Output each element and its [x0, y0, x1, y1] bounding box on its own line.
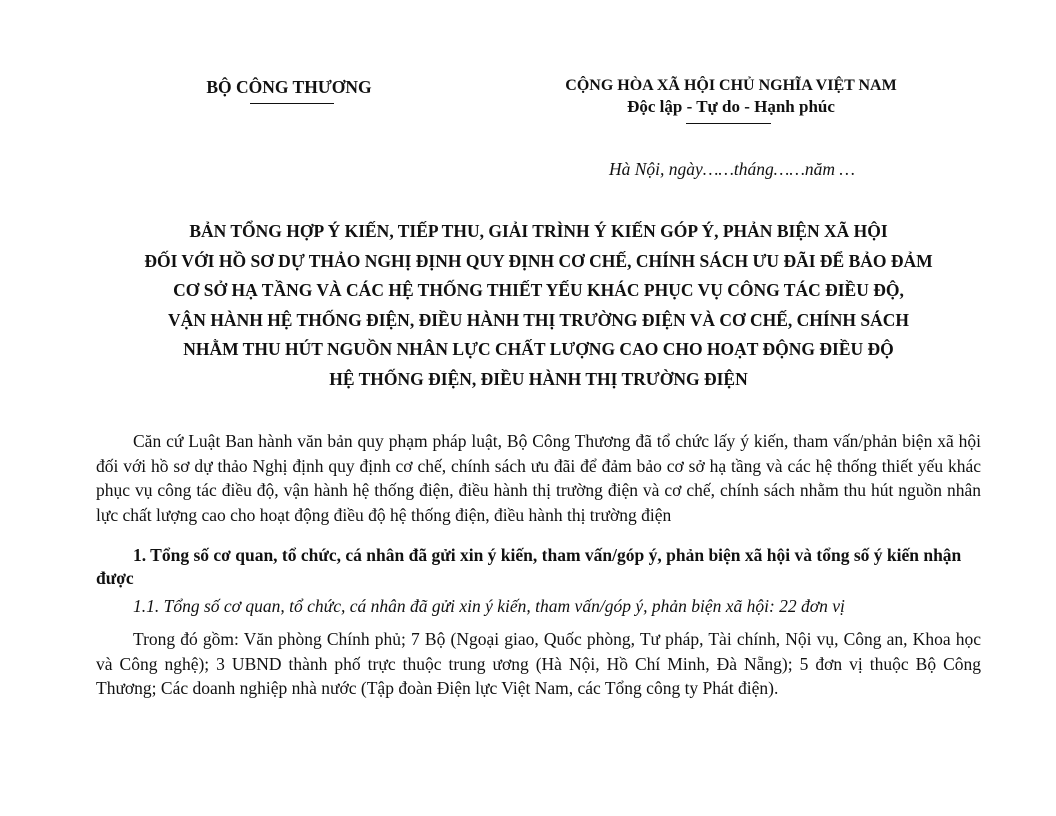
- national-title: CỘNG HÒA XÃ HỘI CHỦ NGHĨA VIỆT NAM: [565, 77, 897, 94]
- national-header: [535, 76, 927, 118]
- ministry-underline: [250, 103, 334, 104]
- title-line: BẢN TỔNG HỢP Ý KIẾN, TIẾP THU, GIẢI TRÌNH Ý KIẾN GÓP Ý, PHẢN BIỆN XÃ HỘI: [189, 221, 888, 241]
- motto-underline: [686, 123, 771, 124]
- intro-paragraph: Căn cứ Luật Ban hành văn bản quy phạm pháp luật, Bộ Công Thương đã tổ chức lấy ý kiến, tham vấn/phản biện xã hội đối với hồ sơ dự thảo Nghị định quy định cơ chế, chính sách ưu đãi để đảm bảo cơ sở hạ tầng và các hệ thống thiết yếu khác phục vụ công tác điều độ, vận hành hệ thống điện, điều hành thị trường điện và cơ chế, chính sách nhằm thu hút nguồn nhân lực chất lượng cao cho hoạt động điều độ hệ thống điện, điều hành thị trường điện: [96, 431, 981, 525]
- section-1-1-heading: 1.1. Tổng số cơ quan, tổ chức, cá nhân đã gửi xin ý kiến, tham vấn/góp ý, phản biện xã hội: 22 đơn vị: [133, 596, 845, 616]
- title-line: ĐỐI VỚI HỒ SƠ DỰ THẢO NGHỊ ĐỊNH QUY ĐỊNH CƠ CHẾ, CHÍNH SÁCH ƯU ĐÃI ĐỂ BẢO ĐẢM: [144, 250, 933, 271]
- title-line: NHẰM THU HÚT NGUỒN NHÂN LỰC CHẤT LƯỢNG CAO CHO HOẠT ĐỘNG ĐIỀU ĐỘ: [183, 339, 894, 359]
- national-motto: Độc lập - Tự do - Hạnh phúc: [627, 97, 835, 116]
- section-1-heading: 1. Tổng số cơ quan, tổ chức, cá nhân đã gửi xin ý kiến, tham vấn/góp ý, phản biện xã hội và tổng số ý kiến nhận được: [96, 545, 962, 588]
- section-1-1-detail: Trong đó gồm: Văn phòng Chính phủ; 7 Bộ (Ngoại giao, Quốc phòng, Tư pháp, Tài chính, Nội vụ, Công an, Khoa học và Công nghệ); 3 UBND thành phố trực thuộc trung ương (Hà Nội, Hồ Chí Minh, Đà Nẵng); 5 đơn vị thuộc Bộ Công Thương; Các doanh nghiệp nhà nước (Tập đoàn Điện lực Việt Nam, các Tổng công ty Phát điện).: [96, 629, 981, 698]
- place-date: Hà Nội, ngày……tháng……năm …: [609, 159, 855, 179]
- title-line: CƠ SỞ HẠ TẦNG VÀ CÁC HỆ THỐNG THIẾT YẾU KHÁC PHỤC VỤ CÔNG TÁC ĐIỀU ĐỘ,: [173, 280, 904, 300]
- ministry-name: BỘ CÔNG THƯƠNG: [206, 77, 372, 97]
- document-title: [96, 217, 981, 394]
- title-line: VẬN HÀNH HỆ THỐNG ĐIỆN, ĐIỀU HÀNH THỊ TRƯỜNG ĐIỆN VÀ CƠ CHẾ, CHÍNH SÁCH: [168, 309, 909, 330]
- title-line: HỆ THỐNG ĐIỆN, ĐIỀU HÀNH THỊ TRƯỜNG ĐIỆN: [329, 368, 748, 389]
